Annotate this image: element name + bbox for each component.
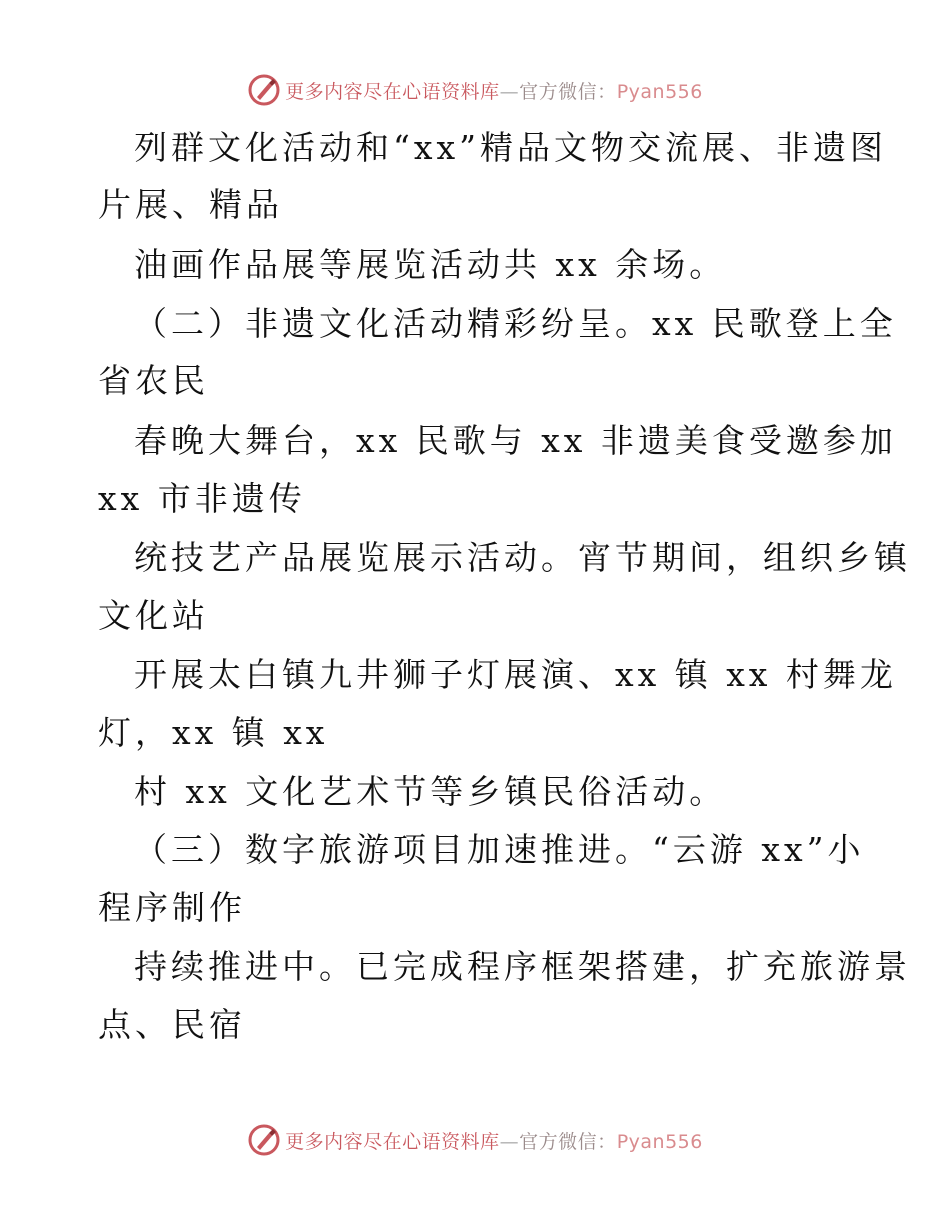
text-line: 统技艺产品展览展示活动。宵节期间，组织乡镇 — [134, 538, 911, 577]
text-line: 开展太白镇九井狮子灯展演、xx 镇 xx 村舞龙 — [134, 655, 897, 694]
text-line: 持续推进中。已完成程序框架搭建，扩充旅游景 — [134, 947, 911, 986]
text-line: 油画作品展等展览活动共 xx 余场。 — [134, 245, 727, 284]
text-line: （二）非遗文化活动精彩纷呈。xx 民歌登上全 — [134, 304, 897, 343]
banner-sub: 官方微信： — [519, 1130, 617, 1153]
banner-sub: 官方微信： — [519, 80, 617, 103]
text-line: 省农民 — [98, 361, 209, 400]
text-line: 村 xx 文化艺术节等乡镇民俗活动。 — [134, 772, 727, 811]
footer-watermark — [0, 1122, 950, 1158]
banner-main: 更多内容尽在心语资料库 — [285, 1130, 500, 1153]
pen-logo-icon — [247, 1123, 281, 1157]
banner-main: 更多内容尽在心语资料库 — [285, 80, 500, 103]
text-line: xx 市非遗传 — [98, 479, 306, 518]
banner-text — [285, 1127, 703, 1154]
banner-id: Pyan556 — [616, 1130, 703, 1153]
text-line: 春晚大舞台，xx 民歌与 xx 非遗美食受邀参加 — [134, 421, 897, 460]
banner-dash: — — [499, 80, 520, 103]
banner-dash: — — [499, 1130, 520, 1153]
text-line: 灯，xx 镇 xx — [98, 713, 329, 752]
text-line: 点、民宿 — [98, 1005, 246, 1044]
header-watermark — [0, 72, 950, 108]
text-line: 文化站 — [98, 596, 209, 635]
banner-id: Pyan556 — [616, 80, 703, 103]
text-line: （三）数字旅游项目加速推进。“云游 xx”小 — [134, 830, 865, 869]
text-line: 程序制作 — [98, 888, 246, 927]
text-line: 片展、精品 — [98, 185, 283, 224]
banner-text — [285, 77, 703, 104]
pen-logo-icon — [247, 73, 281, 107]
text-line: 列群文化活动和“xx”精品文物交流展、非遗图 — [134, 128, 887, 167]
